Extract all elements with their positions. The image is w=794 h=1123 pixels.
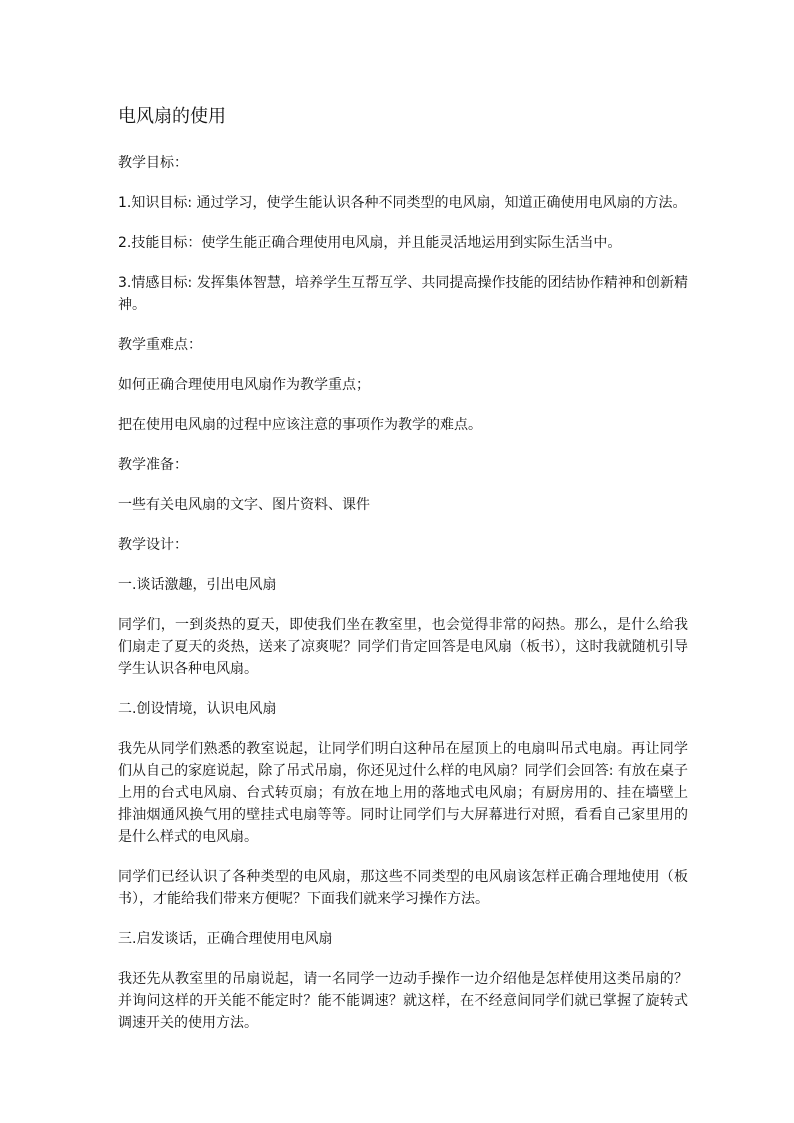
goal-skill: 2.技能目标：使学生能正确合理使用电风扇，并且能灵活地运用到实际生活当中。 (118, 235, 622, 251)
heading-teaching-goals: 教学目标： (118, 155, 188, 171)
document-title: 电风扇的使用 (118, 106, 226, 127)
preparation-materials: 一些有关电风扇的文字、图片资料、课件 (118, 497, 370, 513)
section-one-body: 同学们，一到炎热的夏天，即使我们坐在教室里，也会觉得非常的闷热。那么，是什么给我们扇走了夏天的炎热，送来了凉爽呢？同学们肯定回答是电风扇（板书），这时我就随机引导学生认识各种电风扇。 (118, 617, 688, 677)
section-three-heading: 三.启发谈话，正确合理使用电风扇 (118, 931, 333, 947)
heading-preparation: 教学准备： (118, 457, 188, 473)
section-two-body-continued: 同学们已经认识了各种类型的电风扇，那这些不同类型的电风扇该怎样正确合理地使用（板书），才能给我们带来方便呢？下面我们就来学习操作方法。 (118, 869, 688, 907)
section-three-body: 我还先从教室里的吊扇说起，请一名同学一边动手操作一边介绍他是怎样使用这类吊扇的？并询问这样的开关能不能定时？能不能调速？就这样，在不经意间同学们就已掌握了旋转式调速开关的使用方法。 (118, 971, 688, 1031)
heading-key-points: 教学重难点： (118, 337, 202, 353)
section-two-body: 我先从同学们熟悉的教室说起，让同学们明白这种吊在屋顶上的电扇叫吊式电扇。再让同学们从自己的家庭说起，除了吊式吊扇，你还见过什么样的电风扇？同学们会回答: 有放在桌子上用的台式电风扇、台式转页扇；有放在地上用的落地式电风扇；有厨房用的、挂在墙壁上排油烟通风换气用的壁挂式电扇等等。同时让同学们与大屏幕进行对照，看看自己家里用的是什么样式的电风扇。 (118, 741, 688, 845)
goal-emotion: 3.情感目标: 发挥集体智慧，培养学生互帮互学、共同提高操作技能的团结协作精神和创新精神。 (118, 275, 688, 313)
document-page (118, 104, 688, 1052)
section-two-heading: 二.创设情境，认识电风扇 (118, 701, 277, 717)
heading-design: 教学设计： (118, 537, 188, 553)
goal-knowledge: 1.知识目标: 通过学习，使学生能认识各种不同类型的电风扇，知道正确使用电风扇的方法。 (118, 195, 687, 211)
difficult-point: 把在使用电风扇的过程中应该注意的事项作为教学的难点。 (118, 417, 482, 433)
key-point: 如何正确合理使用电风扇作为教学重点； (118, 377, 370, 393)
section-one-heading: 一.谈话激趣，引出电风扇 (118, 577, 277, 593)
